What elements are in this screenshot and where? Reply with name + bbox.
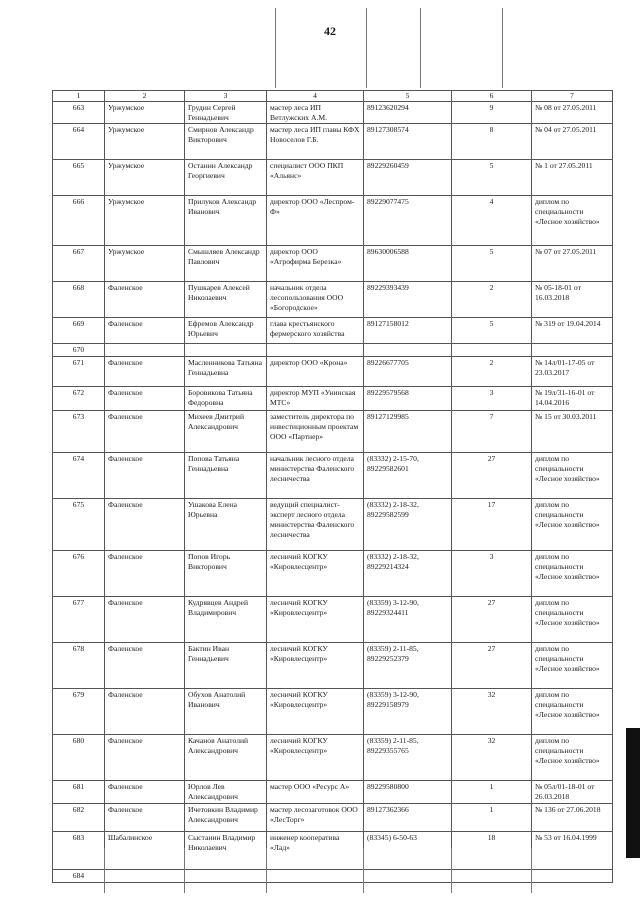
document-cell [532,344,613,357]
column-header: 3 [185,91,267,102]
row-number: 677 [53,597,105,643]
row-number: 674 [53,453,105,499]
position-cell: начальник лесного отдела министерства Фаленского лесничества [267,453,364,499]
row-number: 684 [53,870,105,883]
phone-cell: (83332) 2-18-32, 89229214324 [364,551,452,597]
person-name-cell: Масленникова Татьяна Геннадьевна [185,357,267,387]
position-cell [267,344,364,357]
district-cell [105,344,185,357]
experience-cell: 32 [452,735,532,781]
table-row [53,597,613,643]
person-name-cell: Ушакова Елена Юрьевна [185,499,267,551]
experience-cell: 1 [452,804,532,832]
position-cell: директор МУП «Унинская МТС» [267,387,364,411]
table-row [53,101,613,124]
district-cell: Фаленское [105,735,185,781]
phone-cell: (83359) 2-11-85, 89229355765 [364,735,452,781]
person-name-cell: Грудин Сергей Геннадьевич [185,101,267,124]
person-name-cell: Смышляев Александр Павлович [185,246,267,282]
experience-cell: 1 [452,781,532,804]
document-cell: № 14л/01-17-05 от 23.03.2017 [532,357,613,387]
experience-cell: 5 [452,160,532,196]
person-name-cell: Боровикова Татьяна Федоровна [185,387,267,411]
district-cell: Фаленское [105,551,185,597]
phone-cell: 89229077475 [364,196,452,246]
position-cell: лесничий КОГКУ «Кировлесцентр» [267,735,364,781]
position-cell: ведущий специалист-эксперт лесного отдела министерства Фаленского лесничества [267,499,364,551]
phone-cell: 89229580800 [364,781,452,804]
phone-cell [364,344,452,357]
column-header: 1 [53,91,105,102]
registry-table [52,90,613,883]
column-header: 4 [267,91,364,102]
document-cell: № 04 от 27.05.2011 [532,124,613,160]
person-name-cell: Попова Татьяна Геннадьевна [185,453,267,499]
district-cell: Фаленское [105,781,185,804]
district-cell: Фаленское [105,411,185,453]
scan-edge-mark [626,728,640,858]
row-number: 670 [53,344,105,357]
experience-cell: 8 [452,124,532,160]
row-number: 675 [53,499,105,551]
phone-cell: 89127362366 [364,804,452,832]
person-name-cell: Смирнов Александр Викторович [185,124,267,160]
page-number: 42 [324,24,336,38]
position-cell: директор ООО «Крона» [267,357,364,387]
table-row [53,160,613,196]
experience-cell: 2 [452,282,532,318]
row-number: 665 [53,160,105,196]
header-stub-lines [0,0,640,90]
row-number: 672 [53,387,105,411]
position-cell: мастер ООО «Ресурс А» [267,781,364,804]
table-row [53,689,613,735]
table-row [53,357,613,387]
row-number: 663 [53,101,105,124]
table-row [53,832,613,870]
table-row [53,344,613,357]
district-cell: Уржумское [105,101,185,124]
document-cell: диплом по специальности «Лесное хозяйство» [532,597,613,643]
row-number: 667 [53,246,105,282]
table-row [53,387,613,411]
document-cell: № 19л/31-16-01 от 14.04.2016 [532,387,613,411]
experience-cell: 27 [452,597,532,643]
experience-cell: 3 [452,387,532,411]
row-number: 676 [53,551,105,597]
table-row [53,411,613,453]
table-row [53,499,613,551]
experience-cell: 4 [452,196,532,246]
person-name-cell: Ичетовкин Владимир Александрович [185,804,267,832]
position-cell: мастер лесозаготовок ООО «ЛесТорг» [267,804,364,832]
district-cell: Фаленское [105,318,185,344]
document-cell [532,870,613,883]
person-name-cell [185,344,267,357]
position-cell: мастер леса ИП главы КФХ Новоселов Г.Б. [267,124,364,160]
phone-cell: 89127129985 [364,411,452,453]
row-number: 668 [53,282,105,318]
position-cell: лесничий КОГКУ «Кировлесцентр» [267,643,364,689]
table-row [53,804,613,832]
table-row [53,453,613,499]
phone-cell: (83332) 2-18-32, 89229582599 [364,499,452,551]
position-cell: инженер кооператива «Лад» [267,832,364,870]
document-cell: № 15 от 30.03.2011 [532,411,613,453]
document-cell: диплом по специальности «Лесное хозяйство» [532,499,613,551]
row-number: 681 [53,781,105,804]
district-cell: Фаленское [105,453,185,499]
experience-cell: 5 [452,318,532,344]
district-cell: Уржумское [105,196,185,246]
person-name-cell: Пушкарев Алексей Николаевич [185,282,267,318]
experience-cell: 7 [452,411,532,453]
experience-cell [452,870,532,883]
phone-cell: (83359) 3-12-90, 89229158979 [364,689,452,735]
position-cell: лесничий КОГКУ «Кировлесцентр» [267,689,364,735]
phone-cell: (83359) 3-12-90, 89229324411 [364,597,452,643]
person-name-cell: Останин Александр Георгиевич [185,160,267,196]
position-cell: глава крестьянского фермерского хозяйства [267,318,364,344]
position-cell: лесничий КОГКУ «Кировлесцентр» [267,597,364,643]
table-row [53,781,613,804]
experience-cell: 27 [452,453,532,499]
person-name-cell: Обухов Анатолий Иванович [185,689,267,735]
table-row [53,318,613,344]
district-cell: Фаленское [105,387,185,411]
person-name-cell: Попов Игорь Викторович [185,551,267,597]
document-cell: диплом по специальности «Лесное хозяйство» [532,196,613,246]
row-number: 669 [53,318,105,344]
district-cell: Уржумское [105,124,185,160]
person-name-cell: Кудрявцев Андрей Владимирович [185,597,267,643]
position-cell: начальник отдела лесопользования ООО «Богородское» [267,282,364,318]
table-row [53,124,613,160]
row-number: 671 [53,357,105,387]
experience-cell: 5 [452,246,532,282]
experience-cell: 2 [452,357,532,387]
district-cell [105,870,185,883]
district-cell: Фаленское [105,643,185,689]
phone-cell: (83345) 6-50-63 [364,832,452,870]
document-cell: диплом по специальности «Лесное хозяйство» [532,735,613,781]
document-cell: № 319 от 19.04.2014 [532,318,613,344]
district-cell: Уржумское [105,160,185,196]
position-cell: директор ООО «Леспром-Ф» [267,196,364,246]
experience-cell: 27 [452,643,532,689]
row-number: 673 [53,411,105,453]
document-cell: диплом по специальности «Лесное хозяйство» [532,643,613,689]
phone-cell: 89229579568 [364,387,452,411]
phone-cell: 89229260459 [364,160,452,196]
phone-cell: 89630006588 [364,246,452,282]
header-row [53,91,613,102]
column-header: 5 [364,91,452,102]
phone-cell: 89127308574 [364,124,452,160]
phone-cell: 89229393439 [364,282,452,318]
table-row [53,870,613,883]
position-cell: специалист ООО ПКП «Альянс» [267,160,364,196]
document-cell: № 08 от 27.05.2011 [532,101,613,124]
experience-cell: 32 [452,689,532,735]
experience-cell: 3 [452,551,532,597]
row-number: 666 [53,196,105,246]
position-cell: мастер леса ИП Ветлужских А.М. [267,101,364,124]
document-cell: № 07 от 27.05.2011 [532,246,613,282]
row-number: 678 [53,643,105,689]
document-cell: № 1 от 27.05.2011 [532,160,613,196]
district-cell: Уржумское [105,246,185,282]
column-header: 7 [532,91,613,102]
table-row [53,196,613,246]
district-cell: Фаленское [105,282,185,318]
table-row [53,246,613,282]
table-row [53,735,613,781]
district-cell: Фаленское [105,804,185,832]
table-row [53,282,613,318]
row-number: 682 [53,804,105,832]
phone-cell: 89226677705 [364,357,452,387]
position-cell: лесничий КОГКУ «Кировлесцентр» [267,551,364,597]
document-cell: № 53 от 16.04.1999 [532,832,613,870]
phone-cell: (83332) 2-15-70, 89229582601 [364,453,452,499]
person-name-cell: Сыстанин Владимир Николаевич [185,832,267,870]
district-cell: Шабалинское [105,832,185,870]
phone-cell: 89123620294 [364,101,452,124]
district-cell: Фаленское [105,597,185,643]
table-row [53,551,613,597]
person-name-cell: Михеев Дмитрий Александрович [185,411,267,453]
position-cell: заместитель директора по инвестиционным проектам ООО «Партнер» [267,411,364,453]
position-cell: директор ООО «Агрофирма Березка» [267,246,364,282]
person-name-cell: Юрлов Лев Александрович [185,781,267,804]
person-name-cell: Ефремов Александр Юрьевич [185,318,267,344]
document-cell: № 05-18-01 от 16.03.2018 [532,282,613,318]
row-number: 679 [53,689,105,735]
person-name-cell: Качанов Анатолий Александрович [185,735,267,781]
district-cell: Фаленское [105,689,185,735]
phone-cell: 89127158012 [364,318,452,344]
experience-cell [452,344,532,357]
document-cell: диплом по специальности «Лесное хозяйство» [532,551,613,597]
phone-cell: (83359) 2-11-85, 89229252379 [364,643,452,689]
column-header: 6 [452,91,532,102]
person-name-cell [185,870,267,883]
person-name-cell: Бактин Иван Геннадьевич [185,643,267,689]
row-number: 680 [53,735,105,781]
document-cell: № 136 от 27.06.2018 [532,804,613,832]
position-cell [267,870,364,883]
experience-cell: 9 [452,101,532,124]
experience-cell: 18 [452,832,532,870]
table-row [53,643,613,689]
phone-cell [364,870,452,883]
person-name-cell: Прилуков Александр Иванович [185,196,267,246]
document-cell: диплом по специальности «Лесное хозяйство» [532,453,613,499]
document-cell: № 05л/01-18-01 от 26.03.2018 [532,781,613,804]
row-number: 664 [53,124,105,160]
district-cell: Фаленское [105,357,185,387]
column-header: 2 [105,91,185,102]
registry-table-body [53,101,613,882]
district-cell: Фаленское [105,499,185,551]
row-number: 683 [53,832,105,870]
document-cell: диплом по специальности «Лесное хозяйство» [532,689,613,735]
experience-cell: 17 [452,499,532,551]
